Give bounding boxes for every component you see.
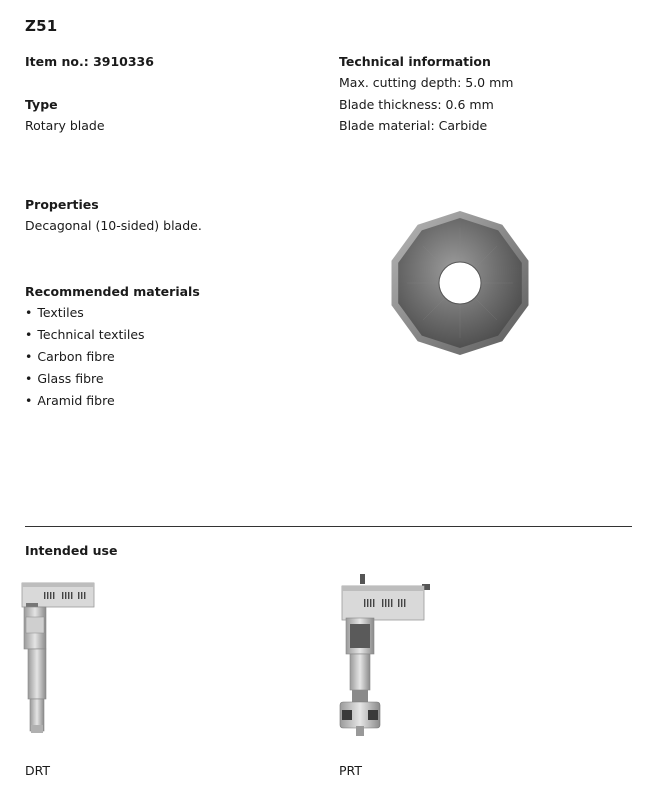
tool-label-drt: DRT <box>25 763 51 778</box>
type-heading: Type <box>25 97 58 112</box>
list-item: • Carbon fibre <box>25 346 145 368</box>
properties-value: Decagonal (10-sided) blade. <box>25 218 202 233</box>
list-item: • Textiles <box>25 302 145 324</box>
blade-thickness: Blade thickness: 0.6 mm <box>339 97 494 112</box>
decagonal-blade-image <box>385 208 535 358</box>
tool-label-prt: PRT <box>339 763 362 778</box>
blade-material: Blade material: Carbide <box>339 118 488 133</box>
list-item: • Glass fibre <box>25 368 145 390</box>
list-item: • Technical textiles <box>25 324 145 346</box>
technical-heading: Technical information <box>339 54 491 69</box>
materials-list <box>25 302 145 412</box>
list-item: • Aramid fibre <box>25 390 145 412</box>
prt-tool-image <box>332 572 442 742</box>
intended-use-heading: Intended use <box>25 543 118 558</box>
max-cutting-depth: Max. cutting depth: 5.0 mm <box>339 75 514 90</box>
materials-heading: Recommended materials <box>25 284 200 299</box>
properties-heading: Properties <box>25 197 99 212</box>
item-number: Item no.: 3910336 <box>25 54 154 69</box>
product-title: Z51 <box>25 17 58 35</box>
type-value: Rotary blade <box>25 118 105 133</box>
drt-tool-image <box>18 575 108 740</box>
section-divider <box>25 526 632 527</box>
